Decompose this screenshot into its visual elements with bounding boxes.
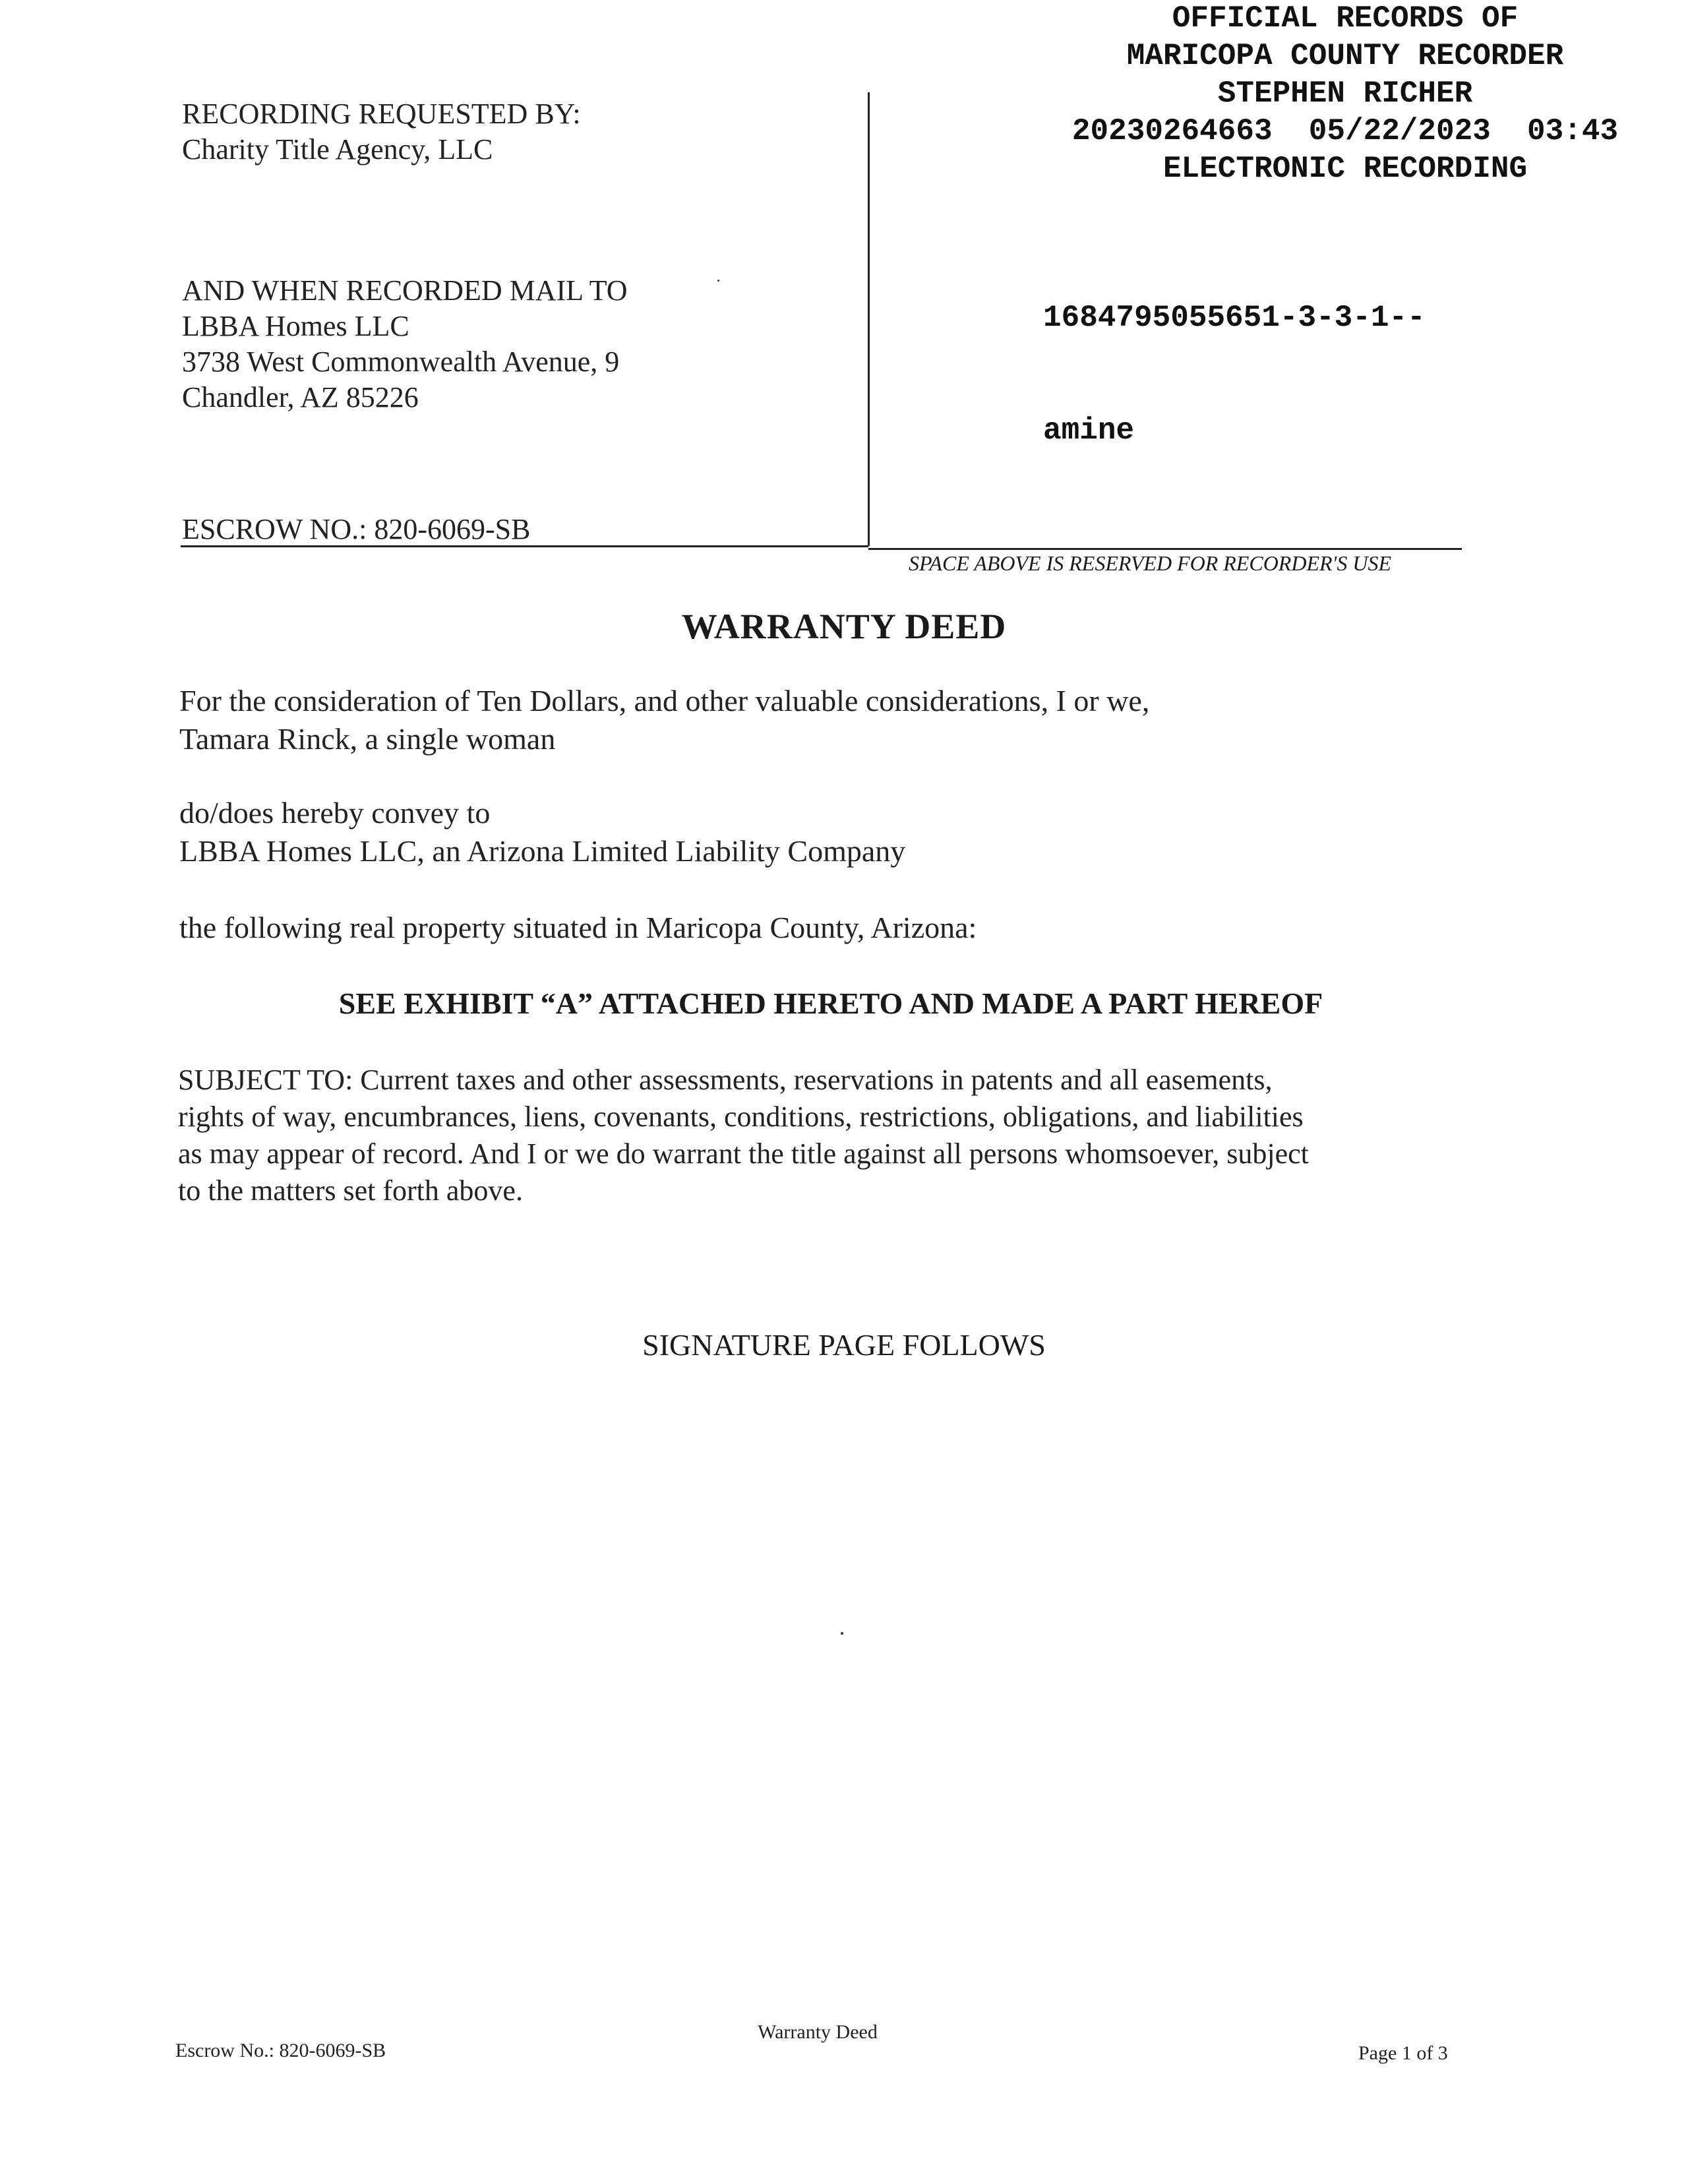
document-id bbox=[1043, 224, 1426, 487]
recorder-stamp-line-3: STEPHEN RICHER bbox=[1217, 76, 1473, 111]
subject-to-line-2: rights of way, encumbrances, liens, covenants, conditions, restrictions, obligations, and liabilities bbox=[178, 1101, 1304, 1133]
escrow-number: ESCROW NO.: 820-6069-SB bbox=[182, 513, 531, 545]
consideration-paragraph bbox=[179, 682, 1149, 758]
horizontal-rule-left bbox=[181, 545, 868, 547]
recorder-stamp bbox=[1029, 0, 1662, 188]
recorder-stamp-line-5: ELECTRONIC RECORDING bbox=[1162, 152, 1528, 186]
subject-to-line-1: SUBJECT TO: Current taxes and other assessments, reservations in patents and all easements, bbox=[178, 1064, 1273, 1096]
footer-escrow-number: Escrow No.: 820-6069-SB bbox=[175, 2040, 386, 2061]
subject-to-line-3: as may appear of record. And I or we do warrant the title against all persons whomsoever, subject bbox=[178, 1138, 1309, 1170]
document-title: WARRANTY DEED bbox=[681, 607, 1007, 646]
vertical-divider bbox=[868, 92, 870, 546]
footer-page-number: Page 1 of 3 bbox=[1358, 2042, 1448, 2064]
recorder-stamp-line-4: 20230264663 05/22/2023 03:43 bbox=[1071, 114, 1619, 148]
mail-to-label: AND WHEN RECORDED MAIL TO bbox=[182, 274, 628, 307]
mail-to-address-line-1: 3738 West Commonwealth Avenue, 9 bbox=[182, 346, 620, 378]
grantor-name: Tamara Rinck, a single woman bbox=[179, 722, 556, 756]
recorder-stamp-line-1: OFFICIAL RECORDS OF bbox=[1172, 1, 1519, 36]
mail-to-name: LBBA Homes LLC bbox=[182, 310, 409, 342]
recorder-space-note: SPACE ABOVE IS RESERVED FOR RECORDER'S USE bbox=[909, 551, 1392, 575]
recording-requested-name: Charity Title Agency, LLC bbox=[182, 133, 493, 166]
scan-speck bbox=[717, 280, 719, 282]
recording-requested-block bbox=[182, 96, 581, 167]
signature-page-notice: SIGNATURE PAGE FOLLOWS bbox=[642, 1328, 1046, 1362]
scan-speck bbox=[841, 1632, 843, 1635]
document-id-line-2: amine bbox=[1043, 413, 1135, 448]
document-id-line-1: 1684795055651-3-3-1-- bbox=[1043, 301, 1426, 335]
subject-to-paragraph bbox=[178, 1062, 1470, 1209]
convey-line: do/does hereby convey to bbox=[179, 796, 491, 830]
subject-to-line-4: to the matters set forth above. bbox=[178, 1174, 523, 1207]
recording-requested-label: RECORDING REQUESTED BY: bbox=[182, 98, 581, 130]
mail-to-block bbox=[182, 273, 627, 415]
property-statement: the following real property situated in Maricopa County, Arizona: bbox=[179, 911, 977, 944]
consideration-line-1: For the consideration of Ten Dollars, and other valuable considerations, I or we, bbox=[179, 684, 1150, 717]
convey-paragraph bbox=[179, 794, 905, 870]
grantee-name: LBBA Homes LLC, an Arizona Limited Liability Company bbox=[179, 834, 906, 868]
exhibit-reference: SEE EXHIBIT “A” ATTACHED HERETO AND MADE A PART HEREOF bbox=[338, 986, 1323, 1020]
recorder-stamp-line-2: MARICOPA COUNTY RECORDER bbox=[1126, 39, 1564, 73]
mail-to-address-line-2: Chandler, AZ 85226 bbox=[182, 381, 419, 413]
footer-document-name: Warranty Deed bbox=[758, 2021, 878, 2043]
